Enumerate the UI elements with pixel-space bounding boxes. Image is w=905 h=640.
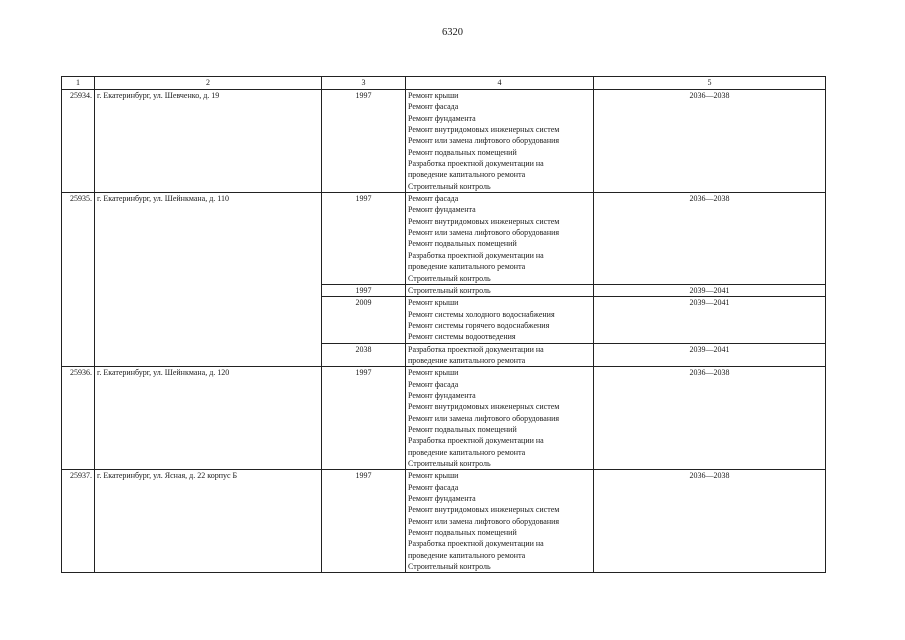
header-cell-2: 2 <box>95 77 322 90</box>
table-header-row <box>62 77 826 90</box>
entry-number: 25934. <box>62 90 95 193</box>
work-item: проведение капитального ремонта <box>408 355 526 365</box>
work-item: Разработка проектной документации на <box>408 250 544 260</box>
header-cell-4: 4 <box>406 77 594 90</box>
entry-period: 2039—2041 <box>594 297 826 343</box>
work-item: Ремонт фасада <box>408 102 459 112</box>
entry-works <box>406 297 594 343</box>
entry-number: 25937. <box>62 470 95 573</box>
entry-number: 25936. <box>62 367 95 470</box>
entry-period: 2036—2038 <box>594 90 826 193</box>
work-item: Ремонт внутридомовых инженерных систем <box>408 505 560 515</box>
entry-address: г. Екатеринбург, ул. Шейнкмана, д. 110 <box>95 193 322 367</box>
header-cell-1: 1 <box>62 77 95 90</box>
work-item: Ремонт или замена лифтового оборудования <box>408 228 560 238</box>
work-item: Ремонт или замена лифтового оборудования <box>408 413 560 423</box>
work-item: Ремонт фасада <box>408 194 459 204</box>
work-item: Разработка проектной документации на <box>408 436 544 446</box>
work-item: проведение капитального ремонта <box>408 170 526 180</box>
work-item: Разработка проектной документации на <box>408 159 544 169</box>
table-row <box>62 470 826 573</box>
work-item: проведение капитального ремонта <box>408 447 526 457</box>
work-item: Ремонт подвальных помещений <box>408 424 517 434</box>
entry-address: г. Екатеринбург, ул. Шейнкмана, д. 120 <box>95 367 322 470</box>
entry-period: 2039—2041 <box>594 284 826 296</box>
header-cell-5: 5 <box>594 77 826 90</box>
entry-works <box>406 90 594 193</box>
work-item: Ремонт крыши <box>408 471 459 481</box>
work-item: Ремонт внутридомовых инженерных систем <box>408 216 560 226</box>
table-row <box>62 193 826 285</box>
work-item: Ремонт фасада <box>408 379 459 389</box>
work-item: Строительный контроль <box>408 285 491 295</box>
entry-address: г. Екатеринбург, ул. Шевченко, д. 19 <box>95 90 322 193</box>
work-item: Ремонт подвальных помещений <box>408 528 517 538</box>
work-item: Ремонт крыши <box>408 91 459 100</box>
work-item: Ремонт или замена лифтового оборудования <box>408 136 560 146</box>
entry-works <box>406 343 594 367</box>
work-item: Ремонт фундамента <box>408 390 476 400</box>
work-item: Строительный контроль <box>408 181 491 191</box>
entry-year: 1997 <box>322 470 406 573</box>
table-row <box>62 367 826 470</box>
work-item: Строительный контроль <box>408 562 491 572</box>
work-item: Разработка проектной документации на <box>408 539 544 549</box>
header-cell-3: 3 <box>322 77 406 90</box>
work-item: Ремонт внутридомовых инженерных систем <box>408 125 560 135</box>
table-row <box>62 90 826 193</box>
work-item: Ремонт фундамента <box>408 113 476 123</box>
entry-works <box>406 470 594 573</box>
work-item: Строительный контроль <box>408 273 491 283</box>
work-item: Ремонт крыши <box>408 368 459 378</box>
entry-year: 1997 <box>322 367 406 470</box>
work-item: Ремонт системы горячего водоснабжения <box>408 320 550 330</box>
work-item: Строительный контроль <box>408 459 491 468</box>
entry-year: 1997 <box>322 90 406 193</box>
entry-works <box>406 284 594 296</box>
work-item: Ремонт фасада <box>408 482 459 492</box>
work-item: Ремонт фундамента <box>408 205 476 215</box>
work-item: проведение капитального ремонта <box>408 262 526 272</box>
entry-year: 1997 <box>322 193 406 285</box>
entry-year: 2009 <box>322 297 406 343</box>
capital-repair-table <box>61 76 826 573</box>
work-item: Ремонт или замена лифтового оборудования <box>408 516 560 526</box>
entry-period: 2036—2038 <box>594 367 826 470</box>
entry-works <box>406 367 594 470</box>
entry-works <box>406 193 594 285</box>
entry-year: 2038 <box>322 343 406 367</box>
entry-number: 25935. <box>62 193 95 367</box>
work-item: Ремонт внутридомовых инженерных систем <box>408 402 560 412</box>
work-item: Ремонт подвальных помещений <box>408 239 517 249</box>
entry-period: 2036—2038 <box>594 470 826 573</box>
work-item: Ремонт крыши <box>408 298 459 308</box>
page-number: 6320 <box>442 27 463 38</box>
work-item: Ремонт фундамента <box>408 494 476 504</box>
entry-year: 1997 <box>322 284 406 296</box>
work-item: Ремонт подвальных помещений <box>408 147 517 157</box>
work-item: Разработка проектной документации на <box>408 344 544 354</box>
work-item: проведение капитального ремонта <box>408 550 526 560</box>
work-item: Ремонт системы водоотведения <box>408 332 516 342</box>
entry-period: 2039—2041 <box>594 343 826 367</box>
entry-period: 2036—2038 <box>594 193 826 285</box>
entry-address: г. Екатеринбург, ул. Ясная, д. 22 корпус Б <box>95 470 322 573</box>
work-item: Ремонт системы холодного водоснабжения <box>408 309 555 319</box>
